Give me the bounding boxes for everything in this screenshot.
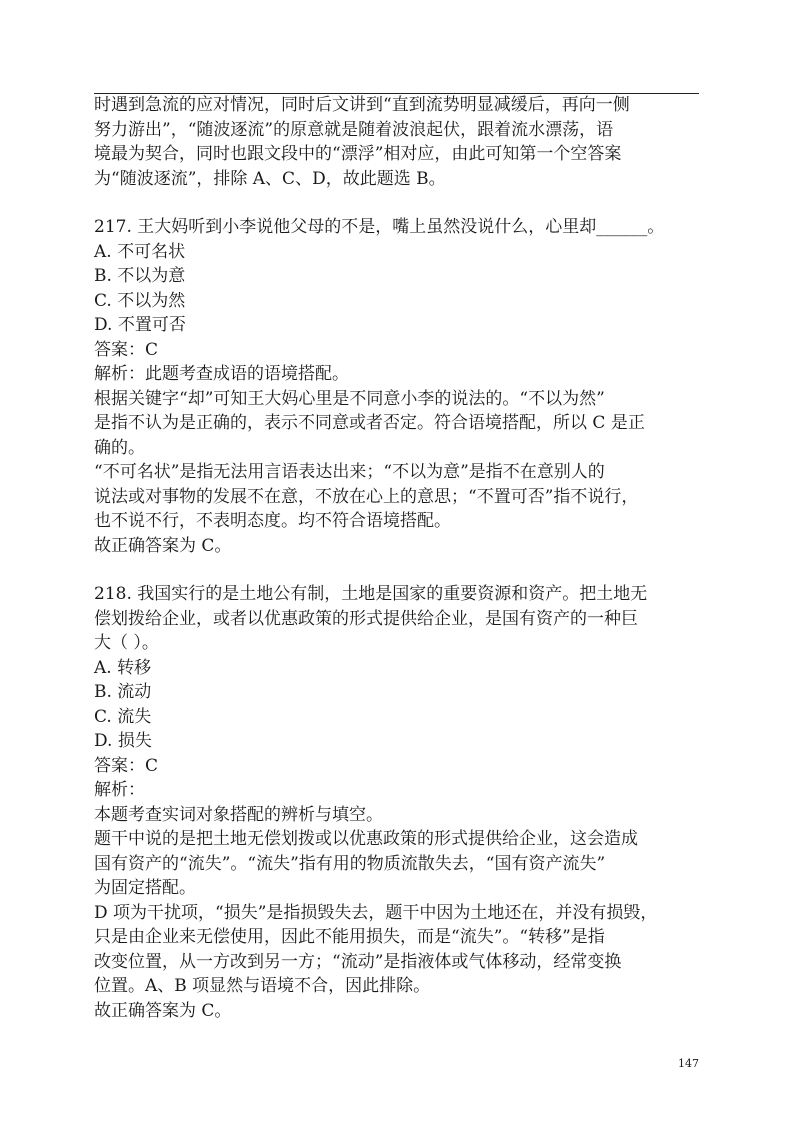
analysis-line: “不可名状”是指无法用言语表达出来；“不以为意”是指不在意别人的 <box>94 462 605 482</box>
question-217 <box>94 215 704 558</box>
analysis-line: 只是由企业来无偿使用，因此不能用损失，而是“流失”。“转移”是指 <box>94 927 605 947</box>
answer: 答案：C <box>94 339 159 360</box>
analysis-line: 故正确答案为 C。 <box>94 535 232 556</box>
option-a: A. 转移 <box>94 657 152 678</box>
question-text: 大（ ）。 <box>94 633 159 653</box>
analysis-line: 题干中说的是把土地无偿划拨或以优惠政策的形式提供给企业，这会造成 <box>94 829 638 849</box>
option-d: D. 不置可否 <box>94 315 186 335</box>
analysis-line: 也不说不行，不表明态度。均不符合语境搭配。 <box>94 511 451 531</box>
question-text: 偿划拨给企业，或者以优惠政策的形式提供给企业，是国有资产的一种巨 <box>94 608 638 629</box>
option-d: D. 损失 <box>94 731 152 751</box>
text-line: 为“随波逐流”，排除 A、C、D，故此题选 B。 <box>94 168 446 189</box>
analysis-line: 为固定搭配。 <box>94 878 196 898</box>
question-text: 217. 王大妈听到小李说他父母的不是，嘴上虽然没说什么，心里却______。 <box>94 217 665 237</box>
analysis-line: 确的。 <box>94 437 145 458</box>
analysis-line: 本题考查实词对象搭配的辨析与填空。 <box>94 804 383 825</box>
analysis-line: 根据关键字“却”可知王大妈心里是不同意小李的说法的。“不以为然” <box>94 388 605 409</box>
option-c: C. 不以为然 <box>94 290 186 311</box>
answer: 答案：C <box>94 755 159 776</box>
text-line: 努力游出”，“随波逐流”的原意就是随着波浪起伏，跟着流水漂荡，语 <box>94 119 614 140</box>
page-number: 147 <box>678 1057 699 1070</box>
text-line: 时遇到急流的应对情况，同时后文讲到“直到流势明显减缓后，再向一侧 <box>94 95 630 115</box>
page-content <box>94 93 704 1023</box>
question-218 <box>94 582 704 1023</box>
analysis-line: 改变位置，从一方改到另一方；“流动”是指液体或气体移动，经常变换 <box>94 951 622 972</box>
analysis-line: D 项为干扰项，“损失”是指损毁失去，题干中因为土地还在，并没有损毁， <box>94 902 658 923</box>
analysis-line: 是指不认为是正确的，表示不同意或者否定。符合语境搭配，所以 C 是正 <box>94 413 645 433</box>
text-line: 境最为契合，同时也跟文段中的“漂浮”相对应，由此可知第一个空答案 <box>94 144 622 164</box>
analysis-line: 故正确答案为 C。 <box>94 1000 232 1021</box>
option-c: C. 流失 <box>94 706 152 727</box>
analysis-line: 解析： <box>94 780 145 800</box>
analysis-line: 解析：此题考查成语的语境搭配。 <box>94 364 349 384</box>
option-b: B. 不以为意 <box>94 266 186 286</box>
analysis-line: 说法或对事物的发展不在意，不放在心上的意思；“不置可否”指不说行， <box>94 486 639 507</box>
previous-analysis <box>94 93 704 191</box>
question-text: 218. 我国实行的是土地公有制，土地是国家的重要资源和资产。把土地无 <box>94 584 648 604</box>
analysis-line: 位置。A、B 项显然与语境不合，因此排除。 <box>94 976 431 996</box>
option-a: A. 不可名状 <box>94 241 186 262</box>
option-b: B. 流动 <box>94 682 152 702</box>
analysis-line: 国有资产的“流失”。“流失”指有用的物质流散失去，“国有资产流失” <box>94 853 606 874</box>
